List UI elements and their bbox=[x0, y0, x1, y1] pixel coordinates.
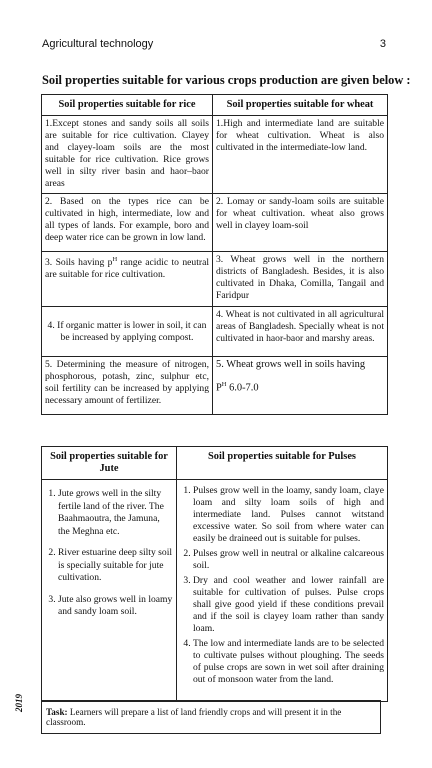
pulses-header: Soil properties suitable for Pulses bbox=[177, 447, 388, 480]
task-label: Task: bbox=[46, 707, 68, 717]
wheat-header: Soil properties suitable for wheat bbox=[213, 95, 388, 116]
wheat-ph-p: P bbox=[216, 382, 222, 394]
page-number: 3 bbox=[379, 38, 386, 50]
section-title: Soil properties suitable for various crops production are given below : bbox=[42, 73, 411, 87]
wheat-cell: 1.High and intermediate land are suitable for wheat cultivation. Wheat is also cultivated in the intermediate-low land. bbox=[213, 116, 388, 194]
rice-cell: 5. Determining the measure of nitrogen, phosphorous, potash, zinc, sulphur etc, soil fertility can be increased by applying necessary amount of fertilizer. bbox=[42, 357, 213, 415]
rice-cell: 4. If organic matter is lower in soil, it can be increased by applying compost. bbox=[42, 307, 213, 357]
rice-wheat-table bbox=[41, 94, 388, 415]
ph-superscript: H bbox=[112, 256, 118, 263]
rice-ph-text: 3. Soils having p bbox=[45, 257, 113, 269]
wheat-cell: 4. Wheat is not cultivated in all agricultural areas of Bangladesh. Specially wheat is not cultivated in haor-baor and marshy areas. bbox=[213, 307, 388, 357]
jute-item: 2. River estuarine deep silty soil is specially suitable for jute cultivation. bbox=[58, 547, 173, 585]
rice-cell: 2. Based on the types rice can be cultivated in high, intermediate, low and all types of lands. For example, boro and deep water rice can be grown in low land. bbox=[42, 194, 213, 252]
jute-pulses-table bbox=[41, 446, 388, 702]
rice-cell: 1.Except stones and sandy soils all soils are suitable for rice cultivation. Clayey and clayey-loam soils are the most suitable for rice cultivation. Rice grows well in silty river basin and haor–baor areas bbox=[42, 116, 213, 194]
ph-superscript: H bbox=[221, 381, 227, 388]
pulses-item: 1. Pulses grow well in the loamy, sandy loam, claye loam and silty loam soils of high and intermediate land. Pulses cannot witstand excessive water. So soil from where water can easily be draineed out is suitable for pulses. bbox=[193, 485, 384, 545]
jute-item: 3. Jute also grows well in loamy and sandy loam soil. bbox=[58, 594, 173, 619]
jute-header: Soil properties suitable for Jute bbox=[42, 447, 177, 480]
wheat-ph-range: 6.0-7.0 bbox=[226, 382, 259, 394]
wheat-cell bbox=[213, 357, 388, 415]
rice-ph-rest: range acidic to neutral are suitable for rice cultivation. bbox=[45, 257, 209, 281]
pulses-item: 3. Dry and cool weather and lower rainfall are suitable for cultivation of pulses. Pulse crops shall give good yield if these conditions prevail and if the soil is clayey loam rather than sandy loam. bbox=[193, 575, 384, 635]
wheat-cell: 3. Wheat grows well in the northern districts of Bangladesh. Besides, it is also cultivated in Dhaka, Comilla, Tangail and Faridpur bbox=[213, 252, 388, 307]
pulses-cell bbox=[177, 480, 388, 702]
wheat-cell: 2. Lomay or sandy-loam soils are suitable for wheat cultivation. wheat also grows well in clayey loam-soil bbox=[213, 194, 388, 252]
jute-cell bbox=[42, 480, 177, 702]
rice-header: Soil properties suitable for rice bbox=[42, 95, 213, 116]
pulses-item: 4. The low and intermediate lands are to be selected to cultivate pulses without ploughing. The seeds of pulse crops are sown in wet soil after draining out of monsoon water from the land. bbox=[193, 638, 384, 686]
running-header: Agricultural technology bbox=[42, 38, 154, 50]
pulses-item: 2. Pulses grow well in neutral or alkaline calcareous soil. bbox=[193, 548, 384, 572]
rice-cell bbox=[42, 252, 213, 307]
year-mark: 2019 bbox=[14, 694, 24, 712]
wheat-ph-text: 5. Wheat grows well in soils having bbox=[216, 359, 366, 370]
jute-item: 1. Jute grows well in the silty fertile land of the river. The Baahmaoutra, the Jamuna, the Meghna etc. bbox=[58, 488, 173, 538]
task-box bbox=[41, 700, 381, 734]
task-text: Learners will prepare a list of land friendly crops and will present it in the classroom. bbox=[46, 707, 342, 727]
